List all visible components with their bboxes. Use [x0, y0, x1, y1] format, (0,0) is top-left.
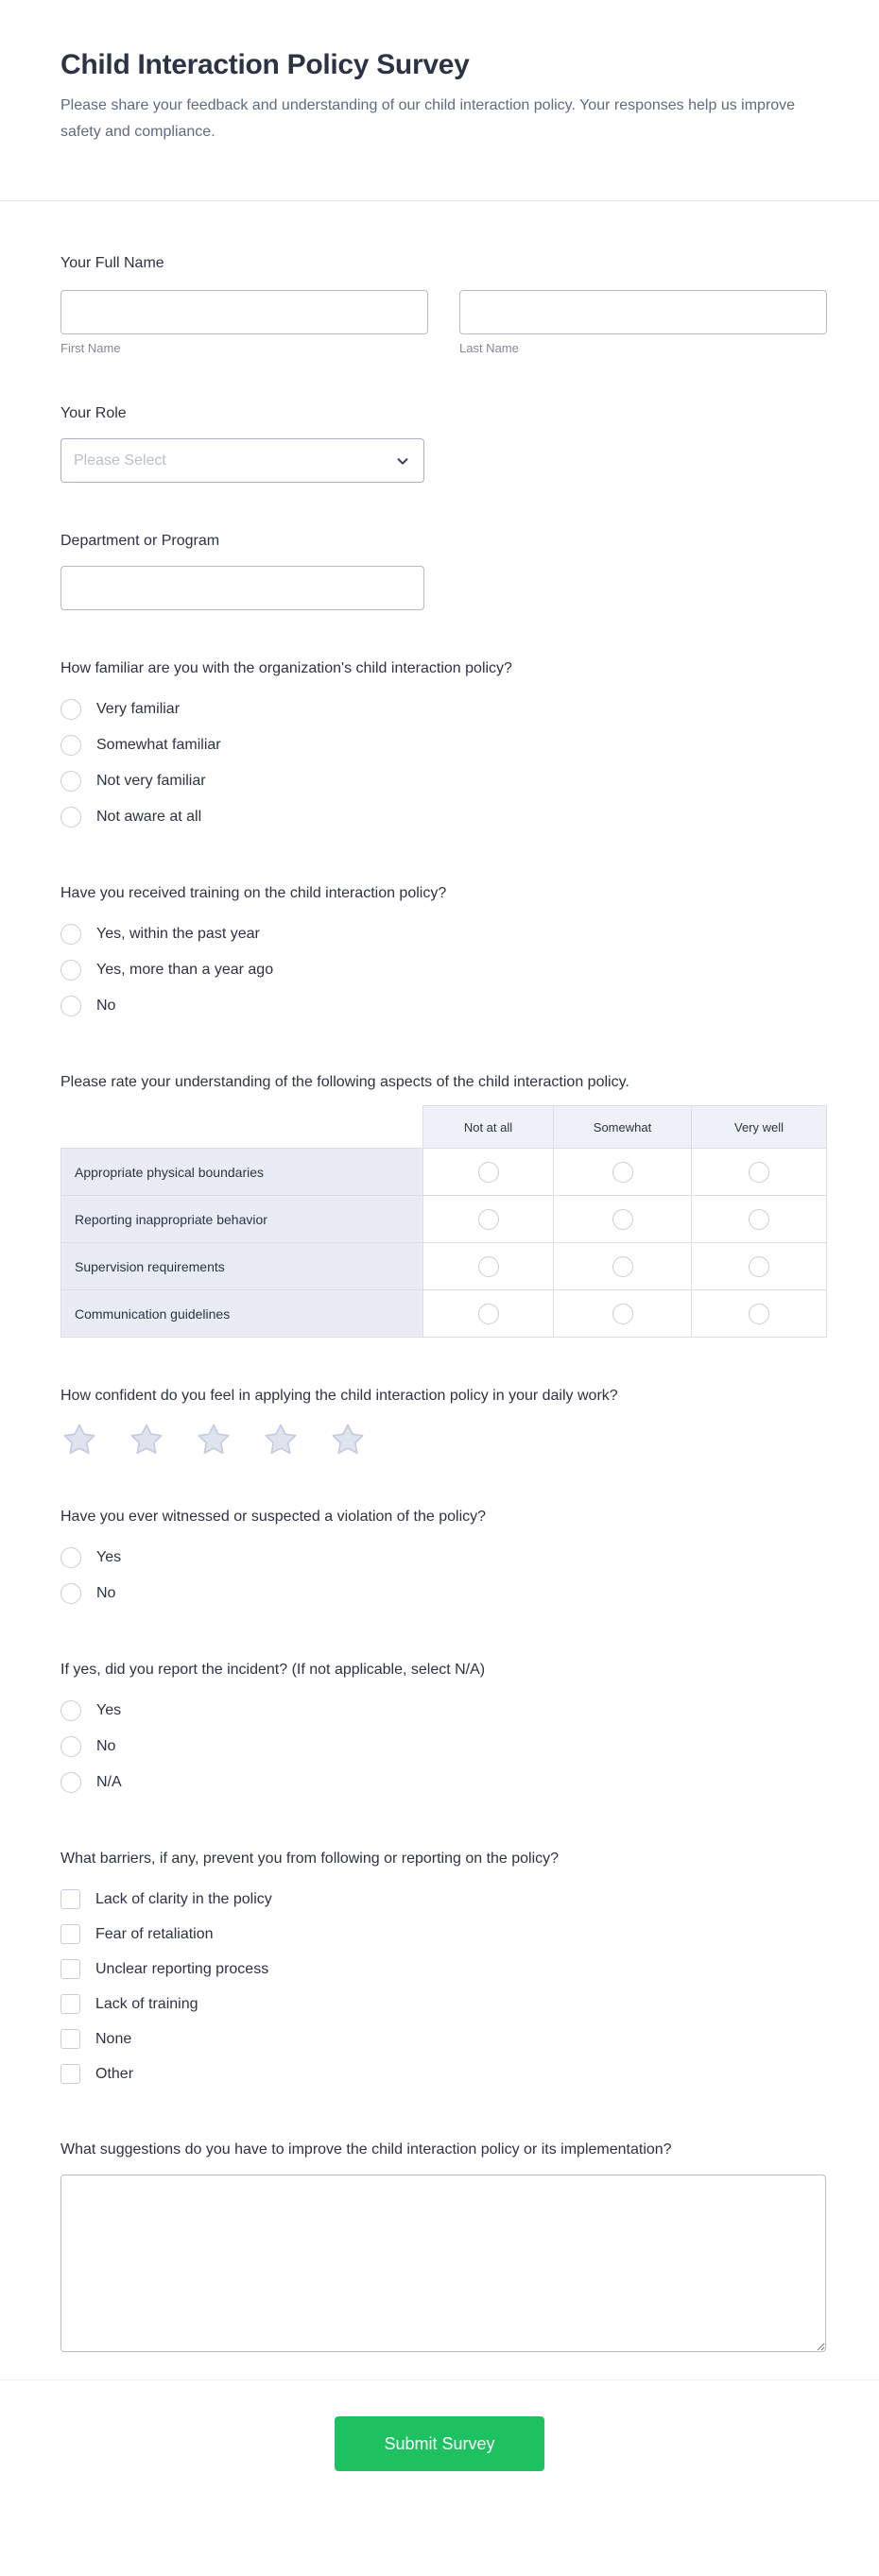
last-name-input[interactable] [459, 290, 827, 334]
star-icon[interactable] [329, 1421, 367, 1459]
matrix-header-row [61, 1106, 827, 1149]
radio-option[interactable] [60, 1540, 827, 1576]
question-label: How familiar are you with the organization's child interaction policy? [60, 660, 512, 676]
matrix-row [61, 1196, 827, 1243]
form-header [0, 0, 879, 201]
radio-icon[interactable] [60, 960, 81, 981]
form-body [0, 201, 879, 2357]
checkbox-icon[interactable] [60, 1924, 80, 1944]
last-name-sublabel: Last Name [459, 341, 519, 355]
question-label: What barriers, if any, prevent you from following or reporting on the policy? [60, 1851, 560, 1867]
radio-icon[interactable] [478, 1304, 499, 1324]
option-label: No [96, 1738, 116, 1754]
question-label: Department or Program [60, 533, 220, 549]
radio-group [60, 691, 827, 835]
option-label: Somewhat familiar [96, 737, 221, 753]
suggestions-textarea[interactable] [60, 2175, 826, 2352]
radio-icon[interactable] [60, 924, 81, 945]
matrix-row-label: Reporting inappropriate behavior [61, 1196, 423, 1243]
radio-group [60, 1693, 827, 1800]
matrix-column-header: Not at all [423, 1106, 554, 1149]
star-icon[interactable] [195, 1421, 233, 1459]
matrix-row-label: Communication guidelines [61, 1290, 423, 1338]
radio-option[interactable] [60, 1576, 827, 1612]
radio-icon[interactable] [60, 807, 81, 827]
radio-icon[interactable] [612, 1162, 633, 1183]
radio-icon[interactable] [60, 699, 81, 720]
question-label: How confident do you feel in applying the child interaction policy in your daily work? [60, 1388, 618, 1404]
star-icon[interactable] [128, 1421, 165, 1459]
radio-icon[interactable] [60, 735, 81, 756]
matrix-cell[interactable] [692, 1290, 827, 1338]
question-familiarity [60, 657, 827, 835]
star-rating [60, 1421, 827, 1459]
option-label: Yes [96, 1549, 122, 1565]
matrix-corner-cell [61, 1106, 423, 1149]
submit-button[interactable]: Submit Survey [335, 2416, 544, 2471]
checkbox-icon[interactable] [60, 2029, 80, 2049]
option-label: Lack of training [95, 1995, 198, 2012]
option-label: Yes [96, 1702, 122, 1718]
matrix-row [61, 1243, 827, 1290]
submit-bar [0, 2380, 879, 2519]
matrix-row-label: Supervision requirements [61, 1243, 423, 1290]
radio-icon[interactable] [60, 1547, 81, 1568]
checkbox-option[interactable] [60, 2022, 827, 2056]
option-label: Yes, within the past year [96, 926, 260, 942]
question-confidence-rating [60, 1385, 827, 1459]
matrix-cell[interactable] [423, 1196, 554, 1243]
matrix-cell[interactable] [692, 1196, 827, 1243]
option-label: Not aware at all [96, 809, 202, 825]
radio-option[interactable] [60, 763, 827, 799]
question-training [60, 882, 827, 1024]
radio-option[interactable] [60, 916, 827, 952]
radio-option[interactable] [60, 952, 827, 988]
checkbox-icon[interactable] [60, 1889, 80, 1909]
matrix-cell[interactable] [554, 1243, 692, 1290]
matrix-column-header: Somewhat [554, 1106, 692, 1149]
matrix-cell[interactable] [692, 1149, 827, 1196]
option-label: Lack of clarity in the policy [95, 1890, 272, 1907]
checkbox-icon[interactable] [60, 1994, 80, 2014]
question-label: Have you received training on the child interaction policy? [60, 885, 447, 901]
option-label: N/A [96, 1774, 122, 1790]
question-label: Your Full Name [60, 255, 164, 271]
radio-icon[interactable] [612, 1304, 633, 1324]
name-fields-row [60, 290, 827, 355]
checkbox-option[interactable] [60, 1987, 827, 2022]
question-suggestions [60, 2139, 827, 2357]
checkbox-group [60, 1882, 827, 2091]
matrix-cell[interactable] [423, 1243, 554, 1290]
checkbox-option[interactable] [60, 2056, 827, 2091]
question-label: If yes, did you report the incident? (If not applicable, select N/A) [60, 1662, 486, 1678]
radio-icon[interactable] [749, 1209, 769, 1230]
radio-icon[interactable] [749, 1304, 769, 1324]
matrix-cell[interactable] [423, 1149, 554, 1196]
radio-icon[interactable] [478, 1162, 499, 1183]
question-reported-incident [60, 1659, 827, 1800]
matrix-cell[interactable] [554, 1149, 692, 1196]
question-label: Have you ever witnessed or suspected a violation of the policy? [60, 1509, 487, 1525]
radio-icon[interactable] [60, 996, 81, 1016]
radio-group [60, 1540, 827, 1612]
radio-icon[interactable] [612, 1209, 633, 1230]
question-role [60, 402, 827, 483]
first-name-col [60, 290, 428, 355]
role-select-placeholder: Please Select [74, 452, 166, 469]
star-icon[interactable] [262, 1421, 300, 1459]
checkbox-option[interactable] [60, 1882, 827, 1917]
radio-option[interactable] [60, 988, 827, 1024]
radio-option[interactable] [60, 1693, 827, 1729]
option-label: Not very familiar [96, 773, 206, 789]
radio-icon[interactable] [60, 1583, 81, 1604]
radio-option[interactable] [60, 1729, 827, 1765]
option-label: Yes, more than a year ago [96, 962, 274, 978]
option-label: No [96, 998, 116, 1014]
question-barriers [60, 1848, 827, 2091]
radio-icon[interactable] [749, 1162, 769, 1183]
star-icon[interactable] [60, 1421, 98, 1459]
question-understanding-matrix [60, 1071, 827, 1338]
first-name-sublabel: First Name [60, 341, 121, 355]
form-subtitle: Please share your feedback and understanding of our child interaction policy. Your responses help us improve safety and compliance. [60, 97, 796, 140]
matrix-cell[interactable] [423, 1290, 554, 1338]
question-full-name [60, 252, 827, 355]
option-label: Fear of retaliation [95, 1925, 214, 1942]
radio-icon[interactable] [60, 1772, 81, 1793]
form-title: Child Interaction Policy Survey [60, 49, 470, 80]
matrix-row-label: Appropriate physical boundaries [61, 1149, 423, 1196]
checkbox-option[interactable] [60, 1917, 827, 1952]
matrix-cell[interactable] [554, 1196, 692, 1243]
radio-icon[interactable] [60, 1700, 81, 1721]
radio-icon[interactable] [478, 1209, 499, 1230]
chevron-down-icon [394, 452, 411, 469]
department-input[interactable] [60, 566, 424, 610]
question-label: Your Role [60, 405, 127, 421]
checkbox-icon[interactable] [60, 1959, 80, 1979]
matrix-row [61, 1290, 827, 1338]
radio-icon[interactable] [612, 1256, 633, 1277]
matrix-row [61, 1149, 827, 1196]
checkbox-option[interactable] [60, 1952, 827, 1987]
option-label: No [96, 1585, 116, 1601]
question-department [60, 530, 827, 610]
option-label: None [95, 2030, 132, 2047]
first-name-input[interactable] [60, 290, 428, 334]
matrix-column-header: Very well [692, 1106, 827, 1149]
radio-option[interactable] [60, 691, 827, 727]
radio-icon[interactable] [749, 1256, 769, 1277]
option-label: Very familiar [96, 701, 181, 717]
checkbox-icon[interactable] [60, 2064, 80, 2084]
radio-icon[interactable] [478, 1256, 499, 1277]
option-label: Other [95, 2065, 134, 2082]
radio-group [60, 916, 827, 1024]
question-label: What suggestions do you have to improve the child interaction policy or its implementation? [60, 2141, 672, 2158]
question-witnessed-violation [60, 1506, 827, 1612]
question-label: Please rate your understanding of the following aspects of the child interaction policy. [60, 1074, 629, 1090]
matrix-cell[interactable] [554, 1290, 692, 1338]
radio-icon[interactable] [60, 1736, 81, 1757]
rating-matrix [60, 1105, 827, 1338]
matrix-cell[interactable] [692, 1243, 827, 1290]
option-label: Unclear reporting process [95, 1960, 269, 1977]
radio-option[interactable] [60, 727, 827, 763]
last-name-col [459, 290, 827, 355]
role-select[interactable] [60, 438, 424, 483]
radio-icon[interactable] [60, 771, 81, 792]
radio-option[interactable] [60, 799, 827, 835]
radio-option[interactable] [60, 1765, 827, 1800]
